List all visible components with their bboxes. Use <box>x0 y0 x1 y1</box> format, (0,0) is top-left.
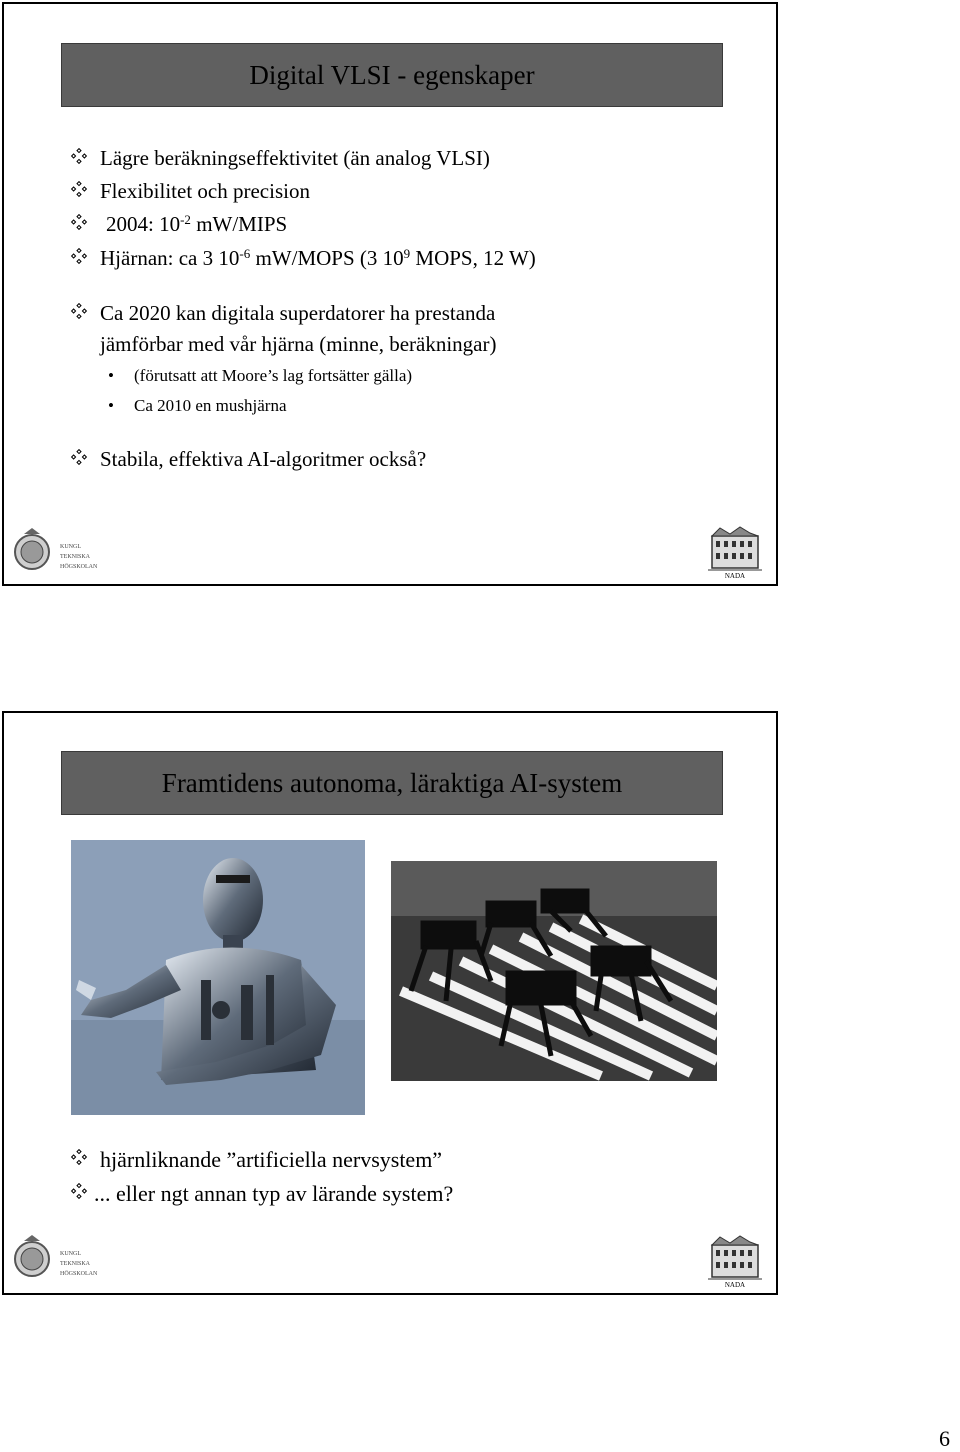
four-diamond-icon <box>70 180 88 198</box>
bullet-item: ... eller ngt annan typ av lärande system? <box>70 1181 756 1207</box>
page-number: 6 <box>939 1426 950 1451</box>
bullet-item: Flexibilitet och precision <box>70 179 756 204</box>
four-diamond-icon <box>70 147 88 165</box>
bullet-item: Stabila, effektiva AI-algoritmer också? <box>70 447 756 472</box>
four-diamond-icon <box>70 1182 88 1200</box>
sub-bullet-item: • Ca 2010 en mushjärna <box>108 396 287 416</box>
slide-title: Framtidens autonoma, läraktiga AI-system <box>61 751 723 815</box>
kth-text: KUNGL <box>60 1251 81 1257</box>
bullet-item: Ca 2020 kan digitala superdatorer ha prestanda jämförbar med vår hjärna (minne, beräkningar) <box>70 301 756 357</box>
bullet-dot-icon: • <box>108 366 114 386</box>
four-diamond-icon <box>70 302 88 320</box>
four-diamond-icon <box>70 213 88 231</box>
four-diamond-icon <box>70 448 88 466</box>
bullet-item: Lägre beräkningseffektivitet (än analog VLSI) <box>70 146 756 171</box>
slide-1 <box>2 2 778 586</box>
kth-logo <box>10 1233 105 1283</box>
kth-text: TEKNISKA <box>60 554 90 560</box>
sub-bullet-item: • (förutsatt att Moore’s lag fortsätter gälla) <box>108 366 413 386</box>
bullet-list <box>70 1147 756 1208</box>
kth-text: KUNGL <box>60 544 81 550</box>
hexapod-robots-image <box>391 861 717 1081</box>
kth-text: HÖGSKOLAN <box>60 1271 98 1277</box>
nada-logo <box>706 524 764 580</box>
nada-logo <box>706 1233 764 1289</box>
bullet-list <box>70 146 756 472</box>
bullet-dot-icon: • <box>108 396 114 416</box>
nada-text: NADA <box>724 572 746 580</box>
kth-logo <box>10 526 105 576</box>
slide-2 <box>2 711 778 1295</box>
humanoid-robot-image <box>71 840 365 1115</box>
four-diamond-icon <box>70 1148 88 1166</box>
bullet-item: 2004: $10^{-2}$ mW/MIPS <box>70 212 756 237</box>
bullet-item: hjärnliknande ”artificiella nervsystem” <box>70 1147 756 1173</box>
nada-text: NADA <box>724 1281 746 1289</box>
bullet-item: Hjärnan: ca 3 $10^{-6}$ mW/MOPS (3 $10^9$ MOPS, 12 W) <box>70 246 756 271</box>
slide-title: Digital VLSI - egenskaper <box>61 43 723 107</box>
kth-text: TEKNISKA <box>60 1261 90 1267</box>
kth-text: HÖGSKOLAN <box>60 564 98 570</box>
four-diamond-icon <box>70 247 88 265</box>
